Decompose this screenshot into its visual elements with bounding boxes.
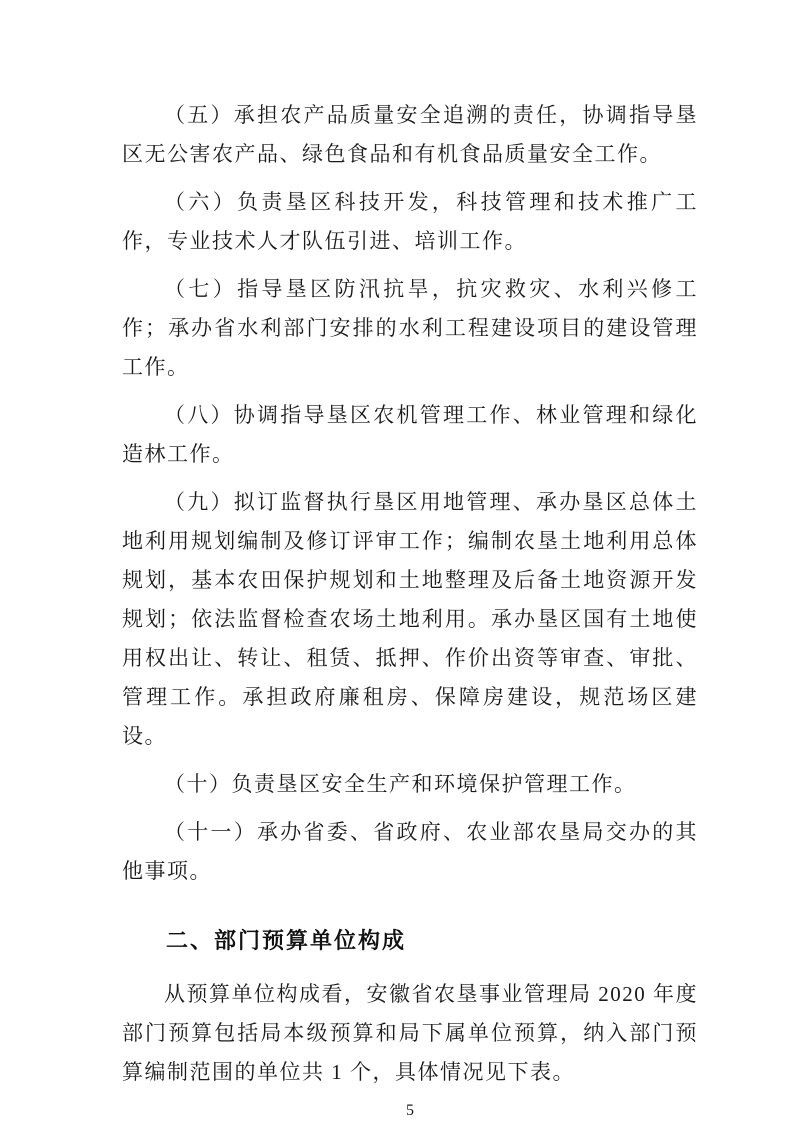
paragraph-item-11: （十一）承办省委、省政府、农业部农垦局交办的其他事项。 — [122, 820, 698, 883]
paragraph-item-5: （五）承担农产品质量安全追溯的责任，协调指导垦区无公害农产品、绿色食品和有机食品质量安全工作。 — [122, 103, 698, 166]
paragraph-item-7: （七）指导垦区防汛抗旱，抗灾救灾、水利兴修工作；承办省水利部门安排的水利工程建设项目的建设管理工作。 — [122, 277, 698, 379]
paragraph-item-10: （十）负责垦区安全生产和环境保护管理工作。 — [164, 772, 637, 796]
section-heading: 二、部门预算单位构成 — [166, 928, 407, 953]
paragraph-item-9: （九）拟订监督执行垦区用地管理、承办垦区总体土地利用规划编制及修订评审工作；编制农垦土地利用总体规划，基本农田保护规划和土地整理及后备土地资源开发规划；依法监督检查农场土地利用。承办垦区国有土地使用权出让、转让、租赁、抵押、作价出资等审查、审批、管理工作。承担政府廉租房、保障房建设，规范场区建设。 — [122, 490, 698, 748]
paragraph-item-8: （八）协调指导垦区农机管理工作、林业管理和绿化造林工作。 — [122, 403, 698, 466]
page-number: 5 — [406, 1102, 414, 1119]
paragraph-item-6: （六）负责垦区科技开发，科技管理和技术推广工作，专业技术人才队伍引进、培训工作。 — [122, 190, 698, 253]
section-paragraph: 从预算单位构成看，安徽省农垦事业管理局 2020 年度部门预算包括局本级预算和局下属单位预算，纳入部门预算编制范围的单位共 1 个，具体情况见下表。 — [122, 982, 698, 1084]
